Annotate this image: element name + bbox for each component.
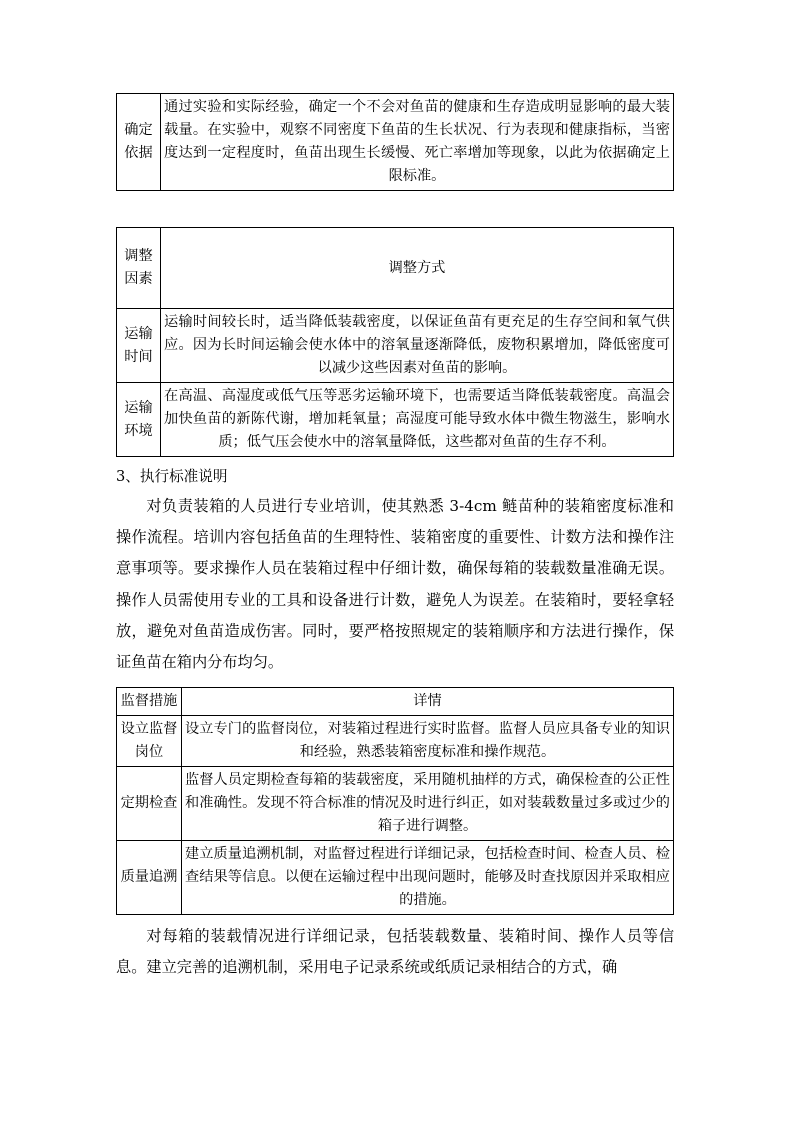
supervision-table-row-text: 建立质量追溯机制，对监督过程进行详细记录，包括检查时间、检查人员、检查结果等信息。以便在运输过程中出现问题时，能够及时查找原因并采取相应的措施。 — [182, 840, 674, 914]
basis-table-row-label: 确定依据 — [117, 94, 161, 191]
supervision-table-row-label: 质量追溯 — [117, 840, 182, 914]
table-spacer — [116, 679, 674, 687]
supervision-table-row-text: 设立专门的监督岗位，对装箱过程进行实时监督。监督人员应具备专业的知识和经验，熟悉装箱密度标准和操作规范。 — [182, 715, 674, 766]
adjustment-table-row-label: 运输环境 — [117, 383, 161, 457]
table-header-row — [117, 228, 674, 309]
supervision-table — [116, 687, 674, 915]
basis-table — [116, 93, 674, 191]
basis-table-row-text: 通过实验和实际经验，确定一个不会对鱼苗的健康和生存造成明显影响的最大装载量。在实验中，观察不同密度下鱼苗的生长状况、行为表现和健康指标，当密度达到一定程度时，鱼苗出现生长缓慢、死亡率增加等现象，以此为依据确定上限标准。 — [161, 94, 674, 191]
table-row — [117, 383, 674, 457]
table-row — [117, 840, 674, 914]
table-spacer — [116, 191, 674, 227]
training-paragraph: 对负责装箱的人员进行专业培训，使其熟悉 3-4cm 鲢苗种的装箱密度标准和操作流程。培训内容包括鱼苗的生理特性、装箱密度的重要性、计数方法和操作注意事项等。要求操作人员在装箱过程中仔细计数，确保每箱的装载数量准确无误。操作人员需使用专业的工具和设备进行计数，避免人为误差。在装箱时，要轻拿轻放，避免对鱼苗造成伤害。同时，要严格按照规定的装箱顺序和方法进行操作，保证鱼苗在箱内分布均匀。 — [116, 496, 674, 672]
supervision-table-row-label: 设立监督岗位 — [117, 715, 182, 766]
adjustment-table-header-label: 调整因素 — [117, 228, 161, 309]
table-row — [117, 309, 674, 383]
records-paragraph: 对每箱的装载情况进行详细记录，包括装载数量、装箱时间、操作人员等信息。建立完善的追溯机制，采用电子记录系统或纸质记录相结合的方式，确 — [116, 926, 674, 976]
section-heading: 3、执行标准说明 — [116, 468, 228, 485]
table-row — [117, 94, 674, 191]
adjustment-table-row-text: 在高温、高湿度或低气压等恶劣运输环境下，也需要适当降低装载密度。高温会加快鱼苗的新陈代谢，增加耗氧量；高湿度可能导致水体中微生物滋生，影响水质；低气压会使水中的溶氧量降低，这些都对鱼苗的生存不利。 — [161, 383, 674, 457]
supervision-table-row-label: 定期检查 — [117, 766, 182, 840]
table-row — [117, 766, 674, 840]
supervision-table-header-text: 详情 — [182, 687, 674, 715]
table-row — [117, 715, 674, 766]
supervision-table-row-text: 监督人员定期检查每箱的装载密度，采用随机抽样的方式，确保检查的公正性和准确性。发现不符合标准的情况及时进行纠正，如对装载数量过多或过少的箱子进行调整。 — [182, 766, 674, 840]
adjustment-table — [116, 227, 674, 457]
adjustment-table-row-text: 运输时间较长时，适当降低装载密度，以保证鱼苗有更充足的生存空间和氧气供应。因为长时间运输会使水体中的溶氧量逐渐降低，废物积累增加，降低密度可以减少这些因素对鱼苗的影响。 — [161, 309, 674, 383]
supervision-table-header-label: 监督措施 — [117, 687, 182, 715]
adjustment-table-row-label: 运输时间 — [117, 309, 161, 383]
table-header-row — [117, 687, 674, 715]
page-content — [116, 93, 674, 983]
adjustment-table-header-text: 调整方式 — [161, 228, 674, 309]
